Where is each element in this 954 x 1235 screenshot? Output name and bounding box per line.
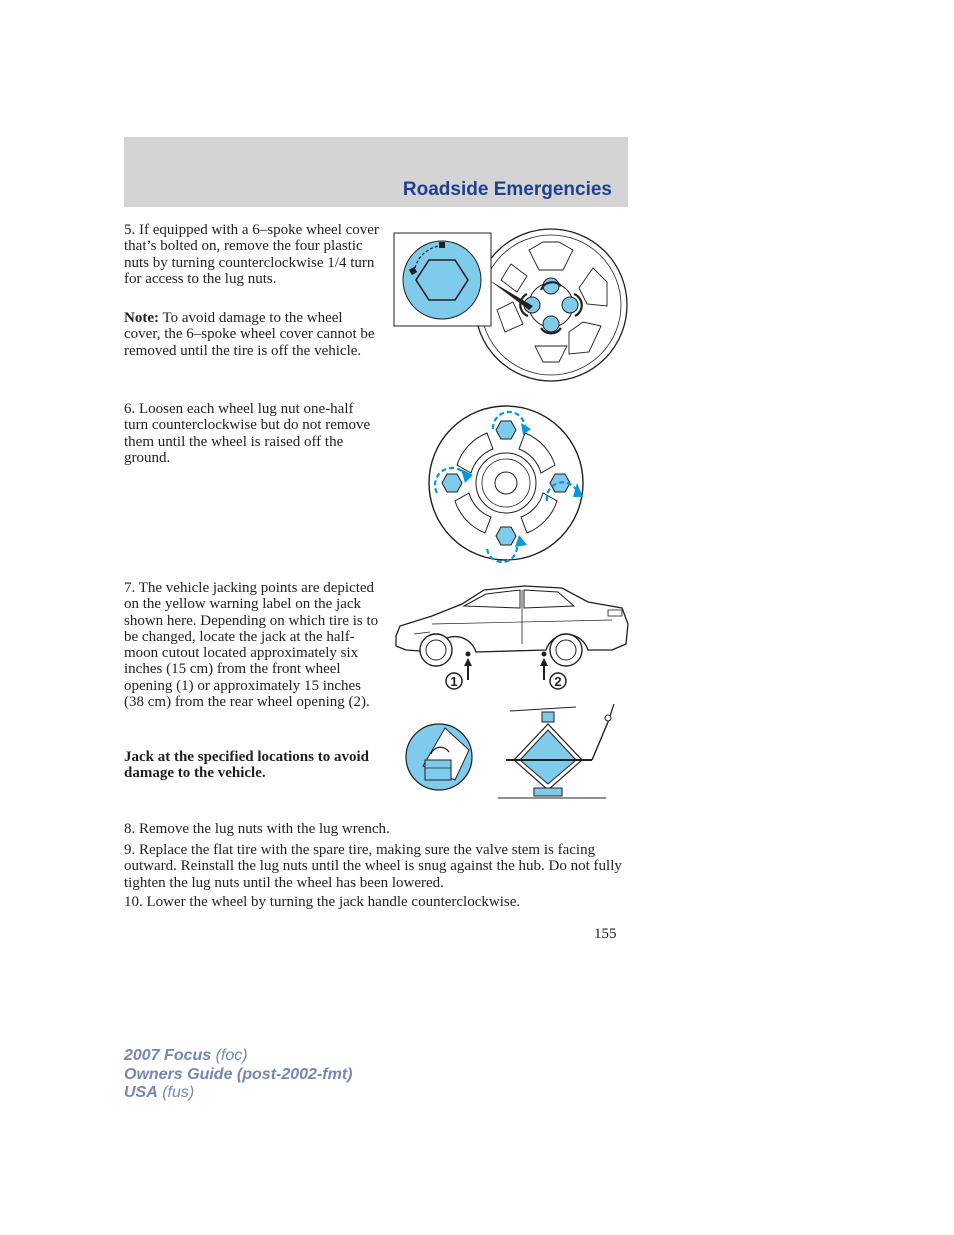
footer-line-3 — [124, 1084, 352, 1103]
jack-closeup-figure — [405, 720, 473, 792]
step-10-text: 10. Lower the wheel by turning the jack handle counterclockwise. — [124, 894, 521, 910]
step-6-text: 6. Loosen each wheel lug nut one-half turn counterclockwise but do not remove them until the wheel is raised off the ground. — [124, 401, 371, 466]
note-text: To avoid damage to the wheel cover, the 6–spoke wheel cover cannot be removed until the tire is off the vehicle. — [124, 310, 375, 359]
step-9-text: 9. Replace the flat tire with the spare tire, making sure the valve stem is facing outward. Reinstall the lug nuts until the wheel is snug against the hub. Do not fully tighten the lug nuts until the wheel has been lowered. — [124, 842, 622, 891]
step-5-text: 5. If equipped with a 6–spoke wheel cover that’s bolted on, remove the four plastic nuts by turning counterclockwise 1/4 turn for access to the lug nuts. — [124, 222, 379, 287]
footer-guide: Owners Guide (post-2002-fmt) — [124, 1065, 353, 1083]
section-header — [124, 137, 628, 207]
footer-market-code: (fus) — [157, 1084, 195, 1101]
step-7-text: 7. The vehicle jacking points are depicted on the yellow warning label on the jack shown here. Depending on which tire is to be changed, locate the jack at the half-moon cutout located approximately six inches (15 cm) from the front wheel opening (1) or approximately 15 inches (38 cm) from the rear wheel opening (2). — [124, 580, 379, 711]
footer-line-1 — [124, 1047, 352, 1066]
jack-warning-text: Jack at the specified locations to avoid damage to the vehicle. — [124, 749, 369, 782]
section-title: Roadside Emergencies — [402, 179, 612, 200]
jack-point-2-label: 2 — [554, 674, 562, 689]
footer-market: USA — [124, 1084, 158, 1101]
document-footer — [124, 1047, 352, 1103]
footer-model-code: (foc) — [211, 1047, 248, 1064]
wheel-cover-figure — [393, 228, 629, 383]
footer-model: 2007 Focus — [124, 1047, 212, 1064]
page-number: 155 — [594, 926, 617, 942]
jack-warning — [124, 749, 380, 782]
step-8-text: 8. Remove the lug nuts with the lug wrench. — [124, 821, 390, 837]
jack-point-1-label: 1 — [450, 674, 458, 689]
note-label: Note: — [124, 310, 159, 326]
scissor-jack-figure — [496, 700, 620, 800]
note-paragraph — [124, 310, 380, 359]
car-jacking-points-figure — [392, 584, 630, 694]
lug-nut-figure — [427, 405, 587, 565]
footer-line-2 — [124, 1066, 352, 1085]
